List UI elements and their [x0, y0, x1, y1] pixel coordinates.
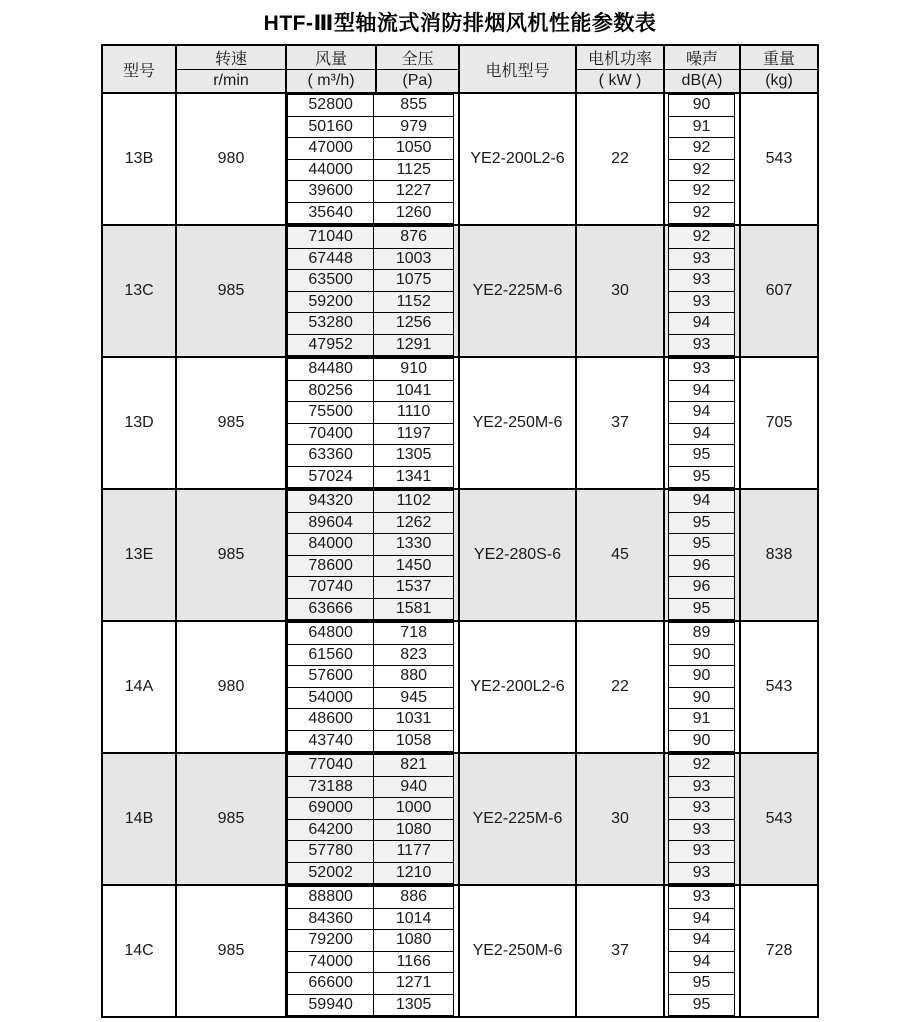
- pressure-value: 910: [374, 359, 454, 381]
- flow-pressure-cell: [286, 753, 459, 885]
- weight-cell: 543: [740, 621, 818, 753]
- noise-value: 93: [669, 776, 735, 798]
- flow-value: 57024: [288, 466, 374, 488]
- sub-row: [669, 994, 735, 1016]
- flow-value: 75500: [288, 402, 374, 424]
- sub-row: [669, 623, 735, 645]
- flow-value: 54000: [288, 687, 374, 709]
- noise-subtable: [668, 358, 735, 488]
- sub-row: [669, 644, 735, 666]
- noise-value: 89: [669, 623, 735, 645]
- power-cell: 45: [576, 489, 664, 621]
- flow-value: 52002: [288, 862, 374, 884]
- noise-value: 92: [669, 138, 735, 160]
- pressure-value: 1581: [374, 598, 454, 620]
- sub-row: [669, 291, 735, 313]
- flow-pressure-subtable: [287, 754, 454, 884]
- sub-row: [669, 202, 735, 224]
- pressure-value: 979: [374, 116, 454, 138]
- flow-value: 52800: [288, 95, 374, 117]
- flow-value: 71040: [288, 227, 374, 249]
- sub-row: [288, 930, 454, 952]
- header-weight: 重量: [740, 45, 818, 70]
- pressure-value: 718: [374, 623, 454, 645]
- noise-value: 95: [669, 973, 735, 995]
- noise-value: 93: [669, 270, 735, 292]
- sub-row: [288, 380, 454, 402]
- group-row-14B: [102, 753, 818, 885]
- sub-row: [288, 755, 454, 777]
- noise-value: 92: [669, 202, 735, 224]
- pressure-value: 940: [374, 776, 454, 798]
- flow-value: 94320: [288, 491, 374, 513]
- sub-row: [669, 380, 735, 402]
- noise-value: 93: [669, 334, 735, 356]
- flow-value: 53280: [288, 313, 374, 335]
- pressure-value: 1125: [374, 159, 454, 181]
- flow-pressure-cell: [286, 357, 459, 489]
- flow-pressure-subtable: [287, 886, 454, 1016]
- header-noise-unit: dB(A): [664, 70, 740, 94]
- noise-value: 93: [669, 798, 735, 820]
- sub-row: [288, 202, 454, 224]
- sub-row: [288, 466, 454, 488]
- sub-row: [288, 666, 454, 688]
- flow-value: 59200: [288, 291, 374, 313]
- power-cell: 22: [576, 621, 664, 753]
- noise-value: 93: [669, 841, 735, 863]
- flow-value: 74000: [288, 951, 374, 973]
- pressure-value: 823: [374, 644, 454, 666]
- flow-value: 57600: [288, 666, 374, 688]
- power-cell: 30: [576, 753, 664, 885]
- flow-value: 64800: [288, 623, 374, 645]
- sub-row: [669, 248, 735, 270]
- flow-value: 63360: [288, 445, 374, 467]
- flow-pressure-cell: [286, 489, 459, 621]
- noise-value: 90: [669, 644, 735, 666]
- sub-row: [669, 819, 735, 841]
- noise-value: 95: [669, 512, 735, 534]
- flow-value: 88800: [288, 887, 374, 909]
- model-cell: 13C: [102, 225, 176, 357]
- flow-value: 89604: [288, 512, 374, 534]
- sub-row: [669, 359, 735, 381]
- pressure-value: 876: [374, 227, 454, 249]
- weight-cell: 543: [740, 753, 818, 885]
- sub-row: [288, 776, 454, 798]
- flow-value: 50160: [288, 116, 374, 138]
- model-cell: 13B: [102, 93, 176, 225]
- noise-value: 96: [669, 555, 735, 577]
- noise-value: 92: [669, 755, 735, 777]
- table-body: [102, 93, 818, 1017]
- sub-row: [288, 402, 454, 424]
- sub-row: [669, 313, 735, 335]
- sub-row: [288, 555, 454, 577]
- flow-pressure-cell: [286, 621, 459, 753]
- flow-value: 66600: [288, 973, 374, 995]
- noise-value: 94: [669, 491, 735, 513]
- flow-pressure-cell: [286, 93, 459, 225]
- flow-value: 73188: [288, 776, 374, 798]
- noise-value: 95: [669, 534, 735, 556]
- noise-value: 90: [669, 95, 735, 117]
- flow-value: 63500: [288, 270, 374, 292]
- weight-cell: 838: [740, 489, 818, 621]
- pressure-value: 1227: [374, 181, 454, 203]
- noise-subtable: [668, 226, 735, 356]
- noise-value: 95: [669, 445, 735, 467]
- flow-value: 64200: [288, 819, 374, 841]
- sub-row: [669, 973, 735, 995]
- motor-cell: YE2-225M-6: [459, 753, 576, 885]
- sub-row: [288, 159, 454, 181]
- speed-cell: 980: [176, 93, 286, 225]
- weight-cell: 705: [740, 357, 818, 489]
- sub-row: [669, 445, 735, 467]
- noise-value: 96: [669, 577, 735, 599]
- flow-value: 44000: [288, 159, 374, 181]
- group-row-14A: [102, 621, 818, 753]
- flow-value: 77040: [288, 755, 374, 777]
- sub-row: [288, 730, 454, 752]
- sub-row: [288, 95, 454, 117]
- pressure-value: 1031: [374, 709, 454, 731]
- sub-row: [669, 687, 735, 709]
- pressure-value: 821: [374, 755, 454, 777]
- sub-row: [669, 709, 735, 731]
- pressure-value: 945: [374, 687, 454, 709]
- noise-cell: [664, 357, 740, 489]
- sub-row: [288, 841, 454, 863]
- flow-value: 48600: [288, 709, 374, 731]
- header-weight-unit: (kg): [740, 70, 818, 94]
- sub-row: [669, 887, 735, 909]
- model-cell: 14A: [102, 621, 176, 753]
- noise-value: 93: [669, 819, 735, 841]
- sub-row: [669, 491, 735, 513]
- pressure-value: 1166: [374, 951, 454, 973]
- sub-row: [288, 227, 454, 249]
- speed-cell: 985: [176, 489, 286, 621]
- flow-value: 67448: [288, 248, 374, 270]
- noise-cell: [664, 753, 740, 885]
- sub-row: [669, 555, 735, 577]
- sub-row: [669, 577, 735, 599]
- header-flow-unit: ( m³/h): [286, 70, 376, 94]
- flow-value: 69000: [288, 798, 374, 820]
- sub-row: [669, 227, 735, 249]
- flow-value: 59940: [288, 994, 374, 1016]
- header-power: 电机功率: [576, 45, 664, 70]
- header-motor: 电机型号: [459, 45, 576, 93]
- pressure-value: 1003: [374, 248, 454, 270]
- sub-row: [669, 466, 735, 488]
- performance-table: [101, 44, 819, 1018]
- sub-row: [669, 841, 735, 863]
- flow-value: 79200: [288, 930, 374, 952]
- noise-value: 94: [669, 908, 735, 930]
- flow-pressure-subtable: [287, 490, 454, 620]
- pressure-value: 1210: [374, 862, 454, 884]
- flow-value: 35640: [288, 202, 374, 224]
- pressure-value: 1256: [374, 313, 454, 335]
- sub-row: [288, 577, 454, 599]
- sub-row: [669, 534, 735, 556]
- pressure-value: 855: [374, 95, 454, 117]
- sub-row: [288, 291, 454, 313]
- flow-value: 43740: [288, 730, 374, 752]
- sub-row: [669, 666, 735, 688]
- sub-row: [288, 598, 454, 620]
- header-pressure-unit: (Pa): [376, 70, 459, 94]
- group-row-13B: [102, 93, 818, 225]
- sub-row: [669, 95, 735, 117]
- pressure-value: 1271: [374, 973, 454, 995]
- sub-row: [669, 730, 735, 752]
- noise-subtable: [668, 886, 735, 1016]
- pressure-value: 1305: [374, 445, 454, 467]
- flow-value: 47952: [288, 334, 374, 356]
- group-row-13D: [102, 357, 818, 489]
- speed-cell: 985: [176, 225, 286, 357]
- sub-row: [288, 862, 454, 884]
- motor-cell: YE2-250M-6: [459, 885, 576, 1017]
- sub-row: [288, 687, 454, 709]
- sub-row: [669, 334, 735, 356]
- pressure-value: 1177: [374, 841, 454, 863]
- speed-cell: 985: [176, 885, 286, 1017]
- flow-pressure-subtable: [287, 226, 454, 356]
- sub-row: [288, 334, 454, 356]
- pressure-value: 1537: [374, 577, 454, 599]
- sub-row: [288, 248, 454, 270]
- sub-row: [669, 181, 735, 203]
- flow-value: 63666: [288, 598, 374, 620]
- header-model: 型号: [102, 45, 176, 93]
- pressure-value: 1058: [374, 730, 454, 752]
- noise-subtable: [668, 490, 735, 620]
- pressure-value: 1197: [374, 423, 454, 445]
- noise-cell: [664, 885, 740, 1017]
- pressure-value: 1291: [374, 334, 454, 356]
- pressure-value: 1330: [374, 534, 454, 556]
- sub-row: [669, 138, 735, 160]
- pressure-value: 1305: [374, 994, 454, 1016]
- sub-row: [669, 930, 735, 952]
- flow-value: 78600: [288, 555, 374, 577]
- sub-row: [288, 181, 454, 203]
- sub-row: [669, 159, 735, 181]
- noise-cell: [664, 489, 740, 621]
- pressure-value: 1341: [374, 466, 454, 488]
- header-pressure: 全压: [376, 45, 459, 70]
- noise-value: 94: [669, 930, 735, 952]
- sub-row: [669, 270, 735, 292]
- pressure-value: 1450: [374, 555, 454, 577]
- speed-cell: 985: [176, 753, 286, 885]
- pressure-value: 1152: [374, 291, 454, 313]
- pressure-value: 886: [374, 887, 454, 909]
- sub-row: [669, 908, 735, 930]
- noise-subtable: [668, 622, 735, 752]
- sub-row: [669, 798, 735, 820]
- flow-pressure-cell: [286, 885, 459, 1017]
- model-cell: 13E: [102, 489, 176, 621]
- sub-row: [669, 951, 735, 973]
- noise-value: 92: [669, 227, 735, 249]
- group-row-13E: [102, 489, 818, 621]
- sub-row: [288, 908, 454, 930]
- flow-value: 47000: [288, 138, 374, 160]
- noise-value: 93: [669, 248, 735, 270]
- sub-row: [288, 313, 454, 335]
- sub-row: [288, 994, 454, 1016]
- noise-subtable: [668, 754, 735, 884]
- flow-value: 70400: [288, 423, 374, 445]
- model-cell: 14B: [102, 753, 176, 885]
- sub-row: [288, 445, 454, 467]
- sub-row: [669, 598, 735, 620]
- sub-row: [288, 491, 454, 513]
- header-power-unit: ( kW ): [576, 70, 664, 94]
- flow-value: 84000: [288, 534, 374, 556]
- noise-value: 94: [669, 423, 735, 445]
- flow-value: 70740: [288, 577, 374, 599]
- power-cell: 37: [576, 357, 664, 489]
- speed-cell: 985: [176, 357, 286, 489]
- weight-cell: 728: [740, 885, 818, 1017]
- sub-row: [288, 270, 454, 292]
- sub-row: [288, 798, 454, 820]
- power-cell: 37: [576, 885, 664, 1017]
- noise-cell: [664, 93, 740, 225]
- noise-value: 90: [669, 687, 735, 709]
- weight-cell: 607: [740, 225, 818, 357]
- pressure-value: 1050: [374, 138, 454, 160]
- pressure-value: 1041: [374, 380, 454, 402]
- motor-cell: YE2-200L2-6: [459, 621, 576, 753]
- pressure-value: 1260: [374, 202, 454, 224]
- noise-value: 90: [669, 666, 735, 688]
- sub-row: [669, 755, 735, 777]
- flow-value: 39600: [288, 181, 374, 203]
- model-cell: 14C: [102, 885, 176, 1017]
- sub-row: [669, 862, 735, 884]
- noise-value: 93: [669, 887, 735, 909]
- noise-value: 93: [669, 862, 735, 884]
- power-cell: 30: [576, 225, 664, 357]
- sub-row: [288, 534, 454, 556]
- flow-pressure-subtable: [287, 94, 454, 224]
- motor-cell: YE2-200L2-6: [459, 93, 576, 225]
- noise-value: 92: [669, 159, 735, 181]
- page-title: HTF-Ⅲ型轴流式消防排烟风机性能参数表: [263, 12, 657, 35]
- flow-value: 57780: [288, 841, 374, 863]
- pressure-value: 1080: [374, 930, 454, 952]
- pressure-value: 1110: [374, 402, 454, 424]
- header-speed-unit: r/min: [176, 70, 286, 94]
- header-speed: 转速: [176, 45, 286, 70]
- pressure-value: 1262: [374, 512, 454, 534]
- group-row-14C: [102, 885, 818, 1017]
- sub-row: [288, 623, 454, 645]
- noise-value: 94: [669, 402, 735, 424]
- motor-cell: YE2-225M-6: [459, 225, 576, 357]
- sub-row: [669, 423, 735, 445]
- sub-row: [669, 776, 735, 798]
- sub-row: [288, 973, 454, 995]
- sub-row: [288, 138, 454, 160]
- noise-cell: [664, 225, 740, 357]
- flow-pressure-cell: [286, 225, 459, 357]
- noise-cell: [664, 621, 740, 753]
- noise-value: 95: [669, 598, 735, 620]
- noise-value: 95: [669, 466, 735, 488]
- noise-value: 94: [669, 380, 735, 402]
- sub-row: [288, 887, 454, 909]
- noise-value: 90: [669, 730, 735, 752]
- header-flow: 风量: [286, 45, 376, 70]
- noise-subtable: [668, 94, 735, 224]
- flow-pressure-subtable: [287, 622, 454, 752]
- sub-row: [288, 116, 454, 138]
- weight-cell: 543: [740, 93, 818, 225]
- pressure-value: 1014: [374, 908, 454, 930]
- speed-cell: 980: [176, 621, 286, 753]
- noise-value: 91: [669, 116, 735, 138]
- model-cell: 13D: [102, 357, 176, 489]
- sub-row: [288, 644, 454, 666]
- sub-row: [669, 512, 735, 534]
- sub-row: [288, 359, 454, 381]
- pressure-value: 1075: [374, 270, 454, 292]
- flow-value: 61560: [288, 644, 374, 666]
- sub-row: [288, 709, 454, 731]
- noise-value: 95: [669, 994, 735, 1016]
- motor-cell: YE2-280S-6: [459, 489, 576, 621]
- table-header: [102, 45, 818, 93]
- sub-row: [288, 951, 454, 973]
- pressure-value: 1000: [374, 798, 454, 820]
- pressure-value: 1080: [374, 819, 454, 841]
- sub-row: [288, 512, 454, 534]
- noise-value: 94: [669, 951, 735, 973]
- noise-value: 94: [669, 313, 735, 335]
- group-row-13C: [102, 225, 818, 357]
- flow-value: 84480: [288, 359, 374, 381]
- flow-value: 84360: [288, 908, 374, 930]
- noise-value: 92: [669, 181, 735, 203]
- noise-value: 93: [669, 359, 735, 381]
- pressure-value: 1102: [374, 491, 454, 513]
- sub-row: [288, 423, 454, 445]
- sub-row: [288, 819, 454, 841]
- sub-row: [669, 116, 735, 138]
- noise-value: 93: [669, 291, 735, 313]
- header-noise: 噪声: [664, 45, 740, 70]
- flow-value: 80256: [288, 380, 374, 402]
- motor-cell: YE2-250M-6: [459, 357, 576, 489]
- pressure-value: 880: [374, 666, 454, 688]
- noise-value: 91: [669, 709, 735, 731]
- sub-row: [669, 402, 735, 424]
- flow-pressure-subtable: [287, 358, 454, 488]
- power-cell: 22: [576, 93, 664, 225]
